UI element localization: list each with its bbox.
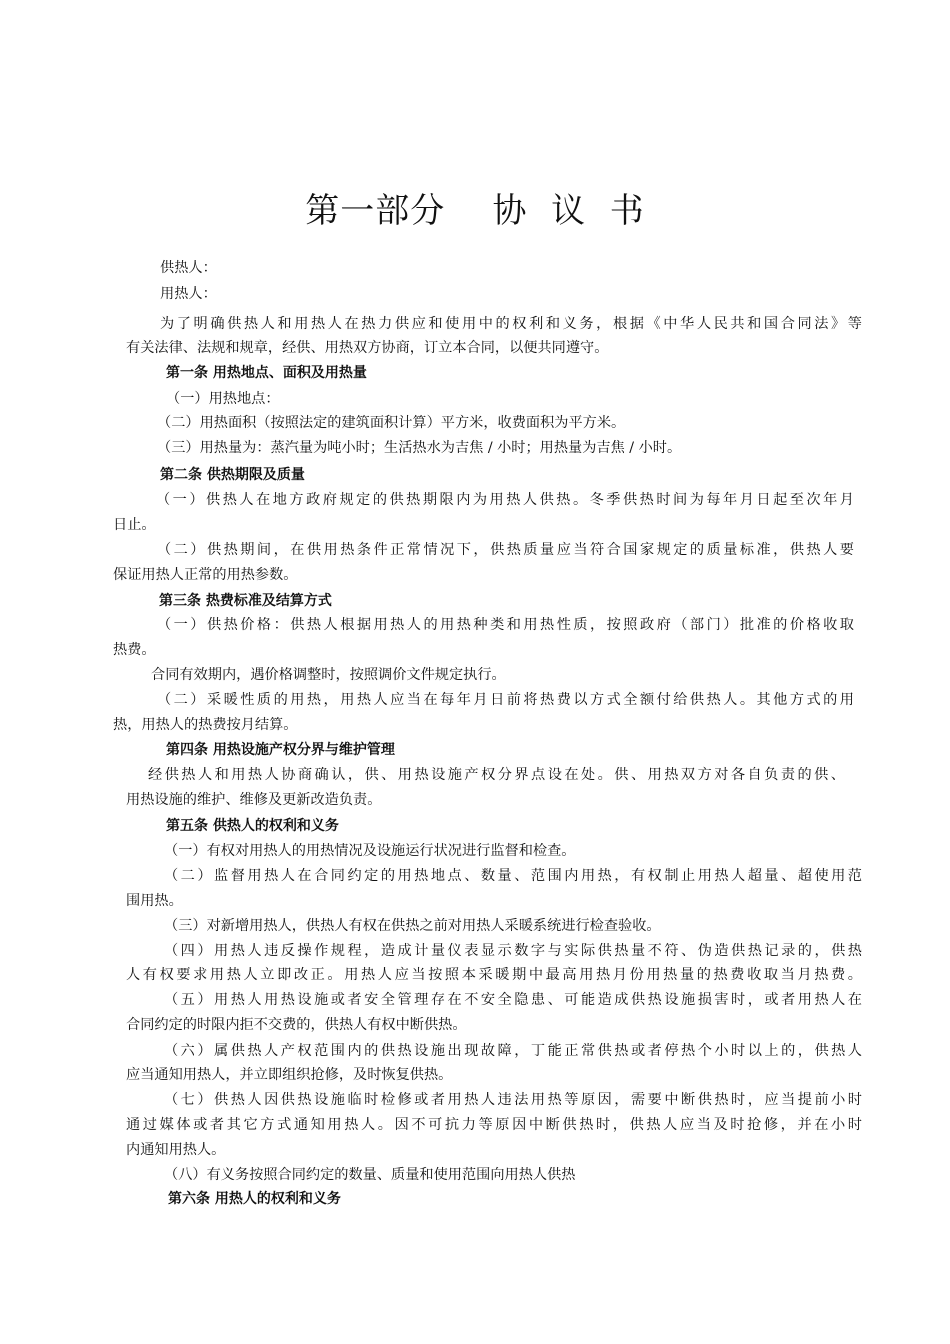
article-5-clause-6-line-1: （六）属供热人产权范围内的供热设施出现故障，丁能正常供热或者停热个小时以上的，供热人 [164, 1043, 862, 1059]
supplier-label: 供热人： [160, 260, 217, 276]
article-3-heading: 第三条 热费标准及结算方式 [159, 593, 332, 609]
article-3-clause-1-line-2: 热费。 [113, 642, 156, 658]
article-2-clause-1-line-1: （一）供热人在地方政府规定的供热期限内为用热人供热。冬季供热时间为每年月日起至次年月 [156, 492, 854, 508]
article-5-clause-5-line-1: （五）用热人用热设施或者安全管理存在不安全隐患、可能造成供热设施损害时，或者用热人在 [164, 992, 862, 1008]
article-1-clause-1: （一）用热地点： [166, 391, 280, 407]
article-6-heading: 第六条 用热人的权利和义务 [168, 1191, 341, 1207]
article-3-clause-2-line-2: 热，用热人的热费按月结算。 [113, 717, 298, 733]
article-2-clause-2-line-1: （二）供热期间，在供用热条件正常情况下，供热质量应当符合国家规定的质量标准，供热人要 [157, 542, 854, 558]
article-5-clause-3: （三）对新增用热人，供热人有权在供热之前对用热人采暖系统进行检查验收。 [164, 918, 661, 934]
article-5-clause-6-line-2: 应当通知用热人，并立即组织抢修，及时恢复供热。 [126, 1067, 453, 1083]
article-5-clause-7-line-2: 通过媒体或者其它方式通知用热人。因不可抗力等原因中断供热时，供热人应当及时抢修，并在小时 [126, 1117, 862, 1133]
article-3-clause-1-line-1: （一）供热价格：供热人根据用热人的用热种类和用热性质，按照政府（部门）批准的价格收取 [157, 617, 854, 633]
article-5-clause-4-line-1: （四）用热人违反操作规程，造成计量仪表显示数字与实际供热量不符、伪造供热记录的，供热 [164, 943, 862, 959]
article-1-heading: 第一条 用热地点、面积及用热量 [166, 365, 367, 381]
article-5-clause-7-line-3: 内通知用热人。 [126, 1142, 226, 1158]
article-4-heading: 第四条 用热设施产权分界与维护管理 [166, 742, 395, 758]
article-5-clause-1: （一）有权对用热人的用热情况及设施运行状况进行监督和检查。 [164, 843, 576, 859]
page-title: 第一部分 协 议 书 [305, 191, 645, 231]
preamble-line-2: 有关法律、法规和规章，经供、用热双方协商，订立本合同，以便共同遵守。 [126, 340, 609, 356]
article-1-clause-2: （二）用热面积（按照法定的建筑面积计算）平方米，收费面积为平方米。 [157, 415, 626, 431]
article-5-clause-5-line-2: 合同约定的时限内拒不交费的，供热人有权中断供热。 [126, 1017, 467, 1033]
article-2-heading: 第二条 供热期限及质量 [160, 467, 305, 483]
article-3-clause-2-line-1: （二）采暖性质的用热，用热人应当在每年月日前将热费以方式全额付给供热人。其他方式的用 [157, 692, 854, 708]
user-label: 用热人： [160, 286, 217, 302]
article-5-clause-2-line-1: （二）监督用热人在合同约定的用热地点、数量、范围内用热，有权制止用热人超量、超使用范 [164, 868, 862, 884]
article-5-clause-7-line-1: （七）供热人因供热设施临时检修或者用热人违法用热等原因，需要中断供热时，应当提前小时 [164, 1092, 862, 1108]
article-2-clause-1-line-2: 日止。 [113, 517, 156, 533]
article-4-line-2: 用热设施的维护、维修及更新改造负责。 [126, 792, 382, 808]
article-3-price-adjustment: 合同有效期内，遇价格调整时，按照调价文件规定执行。 [151, 667, 506, 683]
preamble-line-1: 为了明确供热人和用热人在热力供应和使用中的权利和义务，根据《中华人民共和国合同法》等 [160, 316, 862, 332]
article-5-heading: 第五条 供热人的权利和义务 [166, 818, 339, 834]
article-5-clause-4-line-2: 人有权要求用热人立即改正。用热人应当按照本采暖期中最高用热月份用热量的热费收取当月热费。 [126, 967, 862, 983]
article-2-clause-2-line-2: 保证用热人正常的用热参数。 [113, 567, 298, 583]
article-1-clause-3: （三）用热量为：蒸汽量为吨小时；生活热水为吉焦 / 小时；用热量为吉焦 / 小时。 [157, 440, 682, 456]
article-5-clause-8: （八）有义务按照合同约定的数量、质量和使用范围向用热人供热 [164, 1167, 576, 1183]
article-4-line-1: 经供热人和用热人协商确认，供、用热设施产权分界点设在处。供、用热双方对各自负责的供、 [148, 767, 845, 783]
article-5-clause-2-line-2: 围用热。 [126, 893, 183, 909]
